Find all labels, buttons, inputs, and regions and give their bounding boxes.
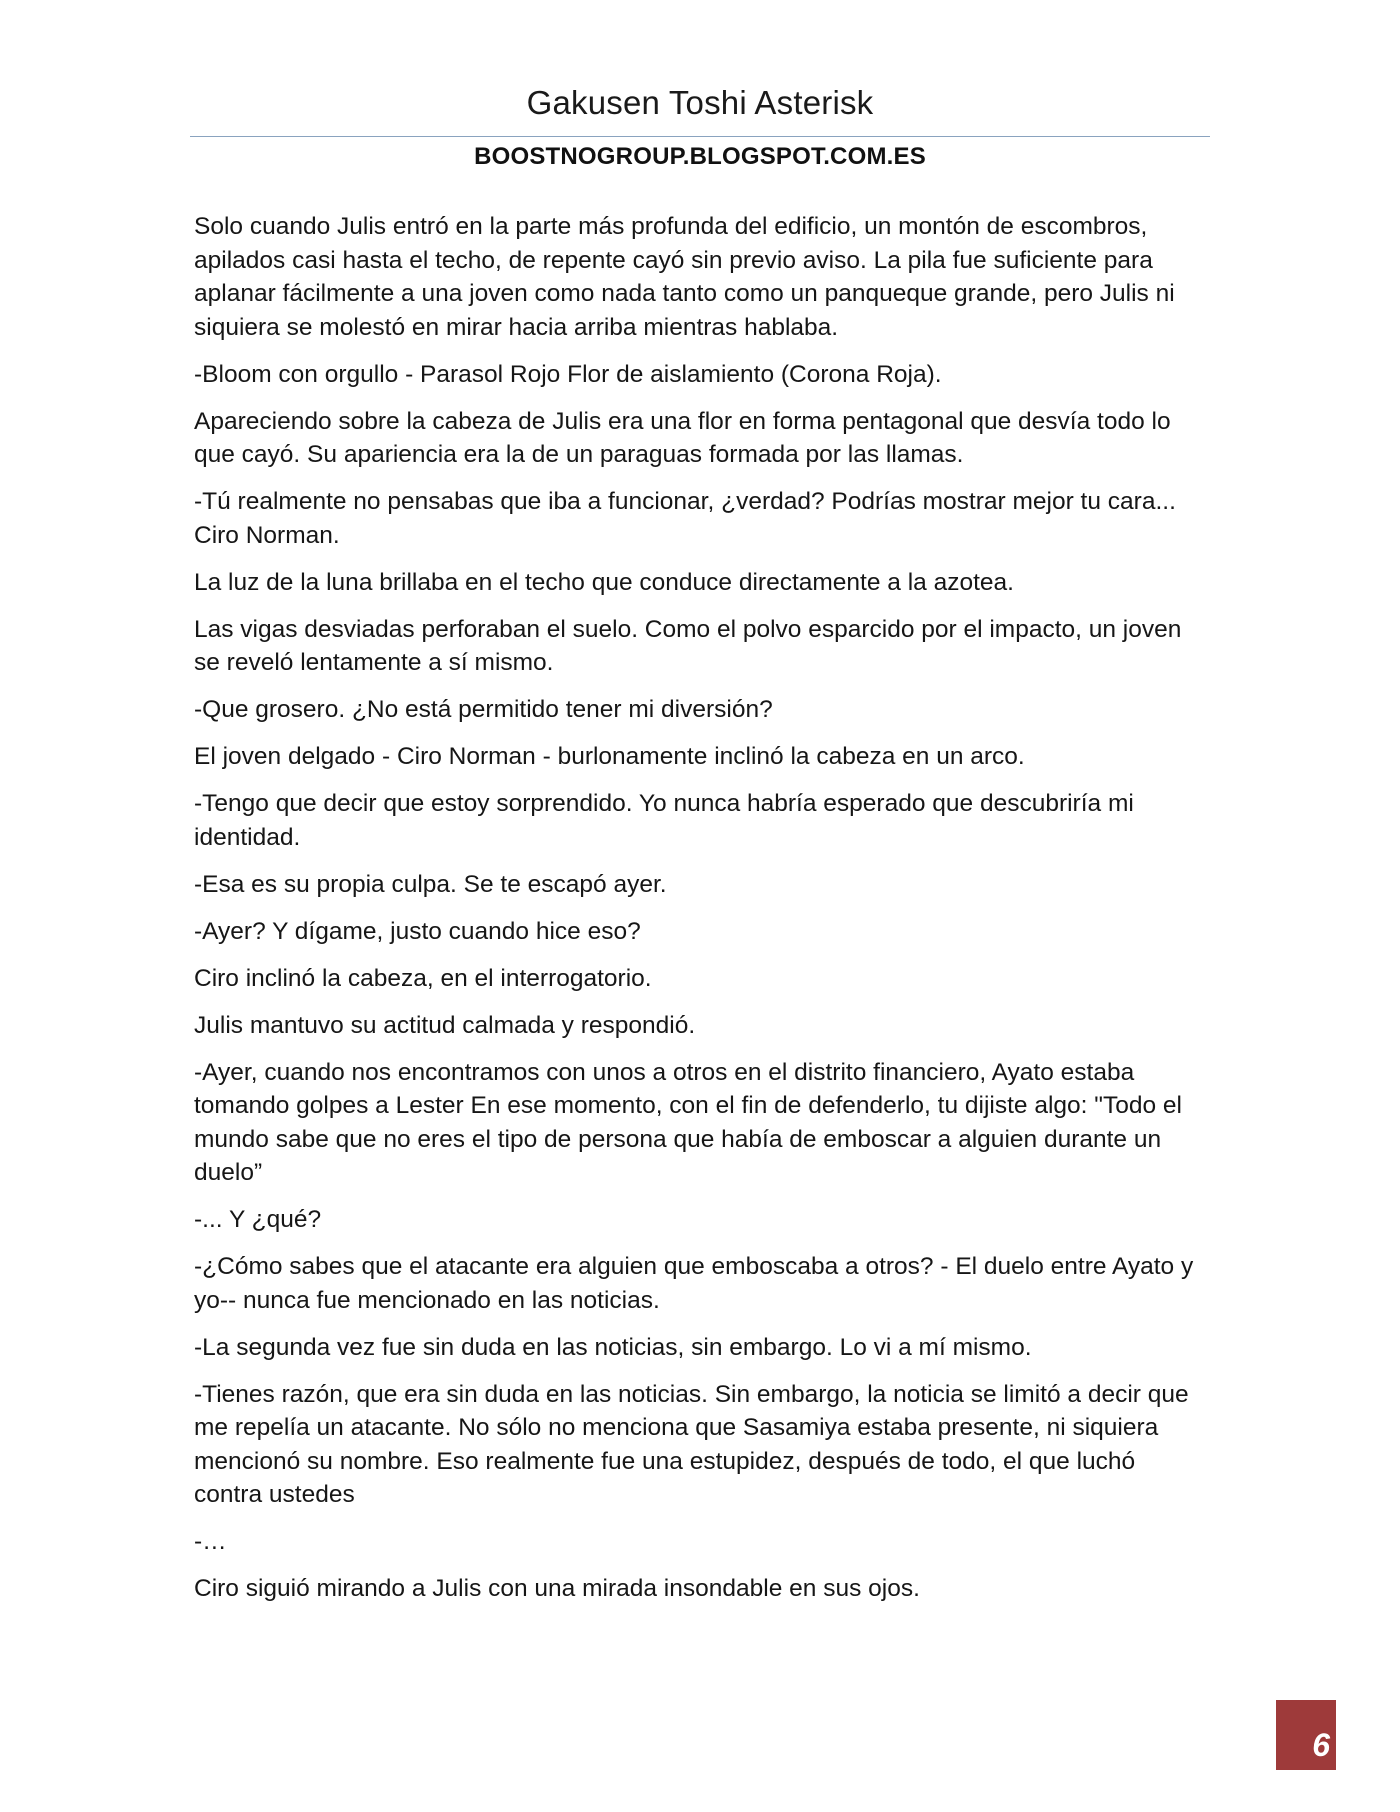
paragraph: Ciro inclinó la cabeza, en el interrogatorio. [194, 964, 652, 992]
paragraph: -La segunda vez fue sin duda en las noticias, sin embargo. Lo vi a mí mismo. [194, 1333, 1032, 1361]
document-body [194, 210, 1204, 1619]
paragraph: -Tengo que decir que estoy sorprendido. Yo nunca habría esperado que descubriría mi identidad. [194, 790, 1134, 851]
paragraph: -Tú realmente no pensabas que iba a funcionar, ¿verdad? Podrías mostrar mejor tu cara... Ciro Norman. [194, 488, 1176, 549]
paragraph: -¿Cómo sabes que el atacante era alguien que emboscaba a otros? - El duelo entre Ayato y yo-- nunca fue mencionado en las noticias. [194, 1253, 1194, 1314]
paragraph: Ciro siguió mirando a Julis con una mirada insondable en sus ojos. [194, 1575, 920, 1602]
paragraph: -Tienes razón, que era sin duda en las noticias. Sin embargo, la noticia se limitó a decir que me repelía un atacante. No sólo no menciona que Sasamiya estaba presente, ni siquiera mencionó su nombre. Eso realmente fue una estupidez, después de todo, el que luchó contra ustedes [194, 1380, 1189, 1508]
paragraph: -Esa es su propia culpa. Se te escapó ayer. [194, 870, 667, 898]
paragraph: La luz de la luna brillaba en el techo que conduce directamente a la azotea. [194, 568, 1014, 596]
paragraph: Julis mantuvo su actitud calmada y respondió. [194, 1011, 696, 1039]
document-subtitle-url: BOOSTNOGROUP.BLOGSPOT.COM.ES [474, 143, 926, 170]
paragraph: -Ayer, cuando nos encontramos con unos a otros en el distrito financiero, Ayato estaba tomando golpes a Lester En ese momento, con el fin de defenderlo, tu dijiste algo: "Todo el mundo sabe que no eres el tipo de persona que había de emboscar a alguien durante un duelo” [194, 1058, 1182, 1186]
paragraph: El joven delgado - Ciro Norman - burlonamente inclinó la cabeza en un arco. [194, 743, 1025, 770]
page-number: 6 [1312, 1727, 1330, 1763]
page-number-underline [1276, 1768, 1336, 1770]
paragraph: -... Y ¿qué? [194, 1206, 322, 1233]
paragraph: Solo cuando Julis entró en la parte más profunda del edificio, un montón de escombros, apilados casi hasta el techo, de repente cayó sin previo aviso. La pila fue suficiente para aplanar fácilmente a una joven como nada tanto como un panqueque grande, pero Julis ni siquiera se molestó en mirar hacia arriba mientras hablaba. [194, 213, 1175, 341]
paragraph: -… [194, 1528, 227, 1555]
paragraph: Las vigas desviadas perforaban el suelo. Como el polvo esparcido por el impacto, un joven se reveló lentamente a sí mismo. [194, 615, 1182, 676]
paragraph: -Bloom con orgullo - Parasol Rojo Flor de aislamiento (Corona Roja). [194, 360, 942, 388]
document-title: Gakusen Toshi Asterisk [526, 84, 874, 121]
page-number-badge [1276, 1700, 1336, 1770]
paragraph: -Ayer? Y dígame, justo cuando hice eso? [194, 917, 641, 945]
paragraph: Apareciendo sobre la cabeza de Julis era una flor en forma pentagonal que desvía todo lo que cayó. Su apariencia era la de un paraguas formada por las llamas. [194, 407, 1171, 468]
header-divider [190, 136, 1210, 137]
paragraph: -Que grosero. ¿No está permitido tener mi diversión? [194, 696, 773, 723]
